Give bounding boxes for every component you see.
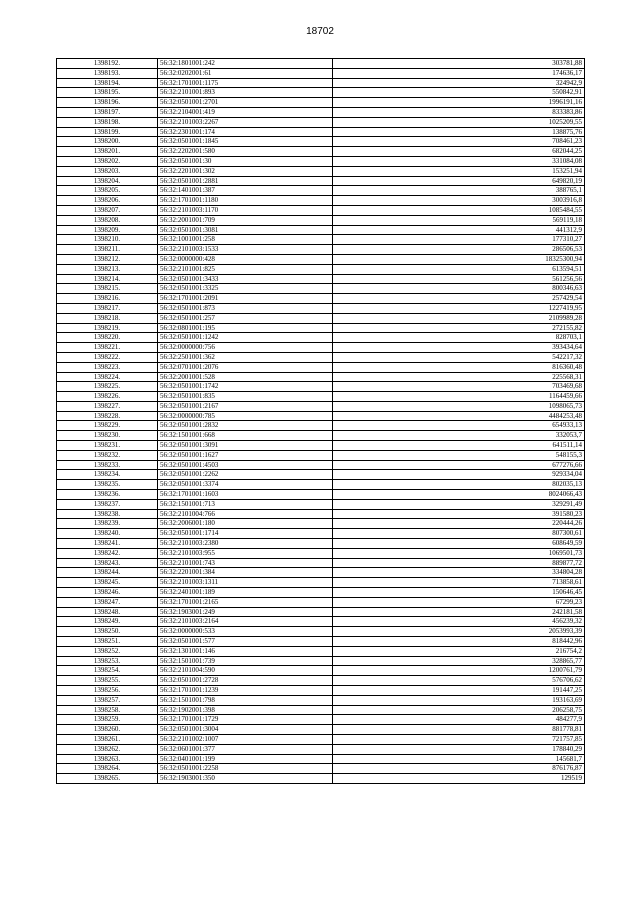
table-row (57, 196, 585, 206)
cadastral-number-cell: 56:32:1701001:2091 (158, 294, 333, 304)
row-number-cell: 1398234. (57, 470, 158, 480)
row-number-cell: 1398227. (57, 401, 158, 411)
cadastral-number-cell: 56:32:2101003:2380 (158, 539, 333, 549)
table-row (57, 225, 585, 235)
table-row (57, 568, 585, 578)
table-row (57, 686, 585, 696)
page-number: 18702 (306, 26, 334, 37)
value-cell: 881778,81 (333, 725, 585, 735)
table-row (57, 450, 585, 460)
value-cell: 703469,68 (333, 382, 585, 392)
value-cell: 677276,66 (333, 460, 585, 470)
value-cell: 67299,23 (333, 597, 585, 607)
table-row (57, 597, 585, 607)
table-row (57, 127, 585, 137)
cadastral-number-cell: 56:32:1501001:739 (158, 656, 333, 666)
row-number-cell: 1398240. (57, 529, 158, 539)
table-row (57, 764, 585, 774)
row-number-cell: 1398197. (57, 107, 158, 117)
table-row (57, 264, 585, 274)
value-cell: 153251,94 (333, 166, 585, 176)
value-cell: 929334,04 (333, 470, 585, 480)
table-row (57, 646, 585, 656)
table-row (57, 147, 585, 157)
table-row (57, 676, 585, 686)
value-cell: 721757,85 (333, 734, 585, 744)
table-row (57, 362, 585, 372)
value-cell: 550842,91 (333, 88, 585, 98)
row-number-cell: 1398250. (57, 627, 158, 637)
row-number-cell: 1398204. (57, 176, 158, 186)
table-row (57, 245, 585, 255)
row-number-cell: 1398254. (57, 666, 158, 676)
row-number-cell: 1398253. (57, 656, 158, 666)
table-row (57, 666, 585, 676)
table-row (57, 539, 585, 549)
value-cell: 818442,96 (333, 637, 585, 647)
table-row (57, 588, 585, 598)
value-cell: 332053,7 (333, 431, 585, 441)
row-number-cell: 1398242. (57, 548, 158, 558)
value-cell: 1200761,79 (333, 666, 585, 676)
value-cell: 242181,58 (333, 607, 585, 617)
table-row (57, 205, 585, 215)
cadastral-number-cell: 56:32:0501001:577 (158, 637, 333, 647)
table-row (57, 744, 585, 754)
table-row (57, 509, 585, 519)
table-row (57, 235, 585, 245)
row-number-cell: 1398238. (57, 509, 158, 519)
row-number-cell: 1398208. (57, 215, 158, 225)
row-number-cell: 1398212. (57, 254, 158, 264)
value-cell: 3003916,8 (333, 196, 585, 206)
value-cell: 2053993,39 (333, 627, 585, 637)
cadastral-number-cell: 56:32:1501001:668 (158, 431, 333, 441)
table-row (57, 274, 585, 284)
cadastral-number-cell: 56:32:0501001:3091 (158, 441, 333, 451)
value-cell: 193163,69 (333, 695, 585, 705)
value-cell: 393434,64 (333, 343, 585, 353)
cadastral-number-cell: 56:32:1701001:1729 (158, 715, 333, 725)
cadastral-number-cell: 56:32:0601001:377 (158, 744, 333, 754)
value-cell: 225568,31 (333, 372, 585, 382)
cadastral-number-cell: 56:32:2201001:302 (158, 166, 333, 176)
cadastral-number-cell: 56:32:1701001:1239 (158, 686, 333, 696)
cadastral-number-cell: 56:32:0501001:2832 (158, 421, 333, 431)
cadastral-number-cell: 56:32:2101002:1007 (158, 734, 333, 744)
cadastral-number-cell: 56:32:0501001:1742 (158, 382, 333, 392)
table-row (57, 107, 585, 117)
cadastral-number-cell: 56:32:0501001:1845 (158, 137, 333, 147)
row-number-cell: 1398239. (57, 519, 158, 529)
row-number-cell: 1398201. (57, 147, 158, 157)
value-cell: 569119,18 (333, 215, 585, 225)
row-number-cell: 1398200. (57, 137, 158, 147)
row-number-cell: 1398255. (57, 676, 158, 686)
row-number-cell: 1398237. (57, 499, 158, 509)
table-row (57, 627, 585, 637)
value-cell: 220444,26 (333, 519, 585, 529)
value-cell: 828703,1 (333, 333, 585, 343)
table-row (57, 695, 585, 705)
table-row (57, 558, 585, 568)
value-cell: 649820,19 (333, 176, 585, 186)
value-cell: 138875,76 (333, 127, 585, 137)
value-cell: 608649,59 (333, 539, 585, 549)
row-number-cell: 1398233. (57, 460, 158, 470)
table-row (57, 78, 585, 88)
row-number-cell: 1398219. (57, 323, 158, 333)
table-row (57, 352, 585, 362)
value-cell: 1227419,95 (333, 303, 585, 313)
row-number-cell: 1398246. (57, 588, 158, 598)
cadastral-number-cell: 56:32:2101004:590 (158, 666, 333, 676)
value-cell: 816360,48 (333, 362, 585, 372)
row-number-cell: 1398229. (57, 421, 158, 431)
cadastral-number-cell: 56:32:2101003:2164 (158, 617, 333, 627)
table-row (57, 98, 585, 108)
table-row (57, 470, 585, 480)
value-cell: 257429,54 (333, 294, 585, 304)
table-row (57, 725, 585, 735)
cadastral-number-cell: 56:32:1701001:2165 (158, 597, 333, 607)
value-cell: 1164459,66 (333, 392, 585, 402)
cadastral-number-cell: 56:32:2401001:189 (158, 588, 333, 598)
cadastral-number-cell: 56:32:1903001:249 (158, 607, 333, 617)
value-cell: 1098065,73 (333, 401, 585, 411)
row-number-cell: 1398264. (57, 764, 158, 774)
value-cell: 1025209,55 (333, 117, 585, 127)
value-cell: 286506,53 (333, 245, 585, 255)
value-cell: 548155,3 (333, 450, 585, 460)
value-cell: 576706,62 (333, 676, 585, 686)
table-row (57, 734, 585, 744)
value-cell: 334804,28 (333, 568, 585, 578)
table-row (57, 754, 585, 764)
cadastral-number-cell: 56:32:2101003:1170 (158, 205, 333, 215)
cadastral-number-cell: 56:32:0501001:3374 (158, 480, 333, 490)
value-cell: 542217,32 (333, 352, 585, 362)
row-number-cell: 1398230. (57, 431, 158, 441)
row-number-cell: 1398216. (57, 294, 158, 304)
value-cell: 388765,1 (333, 186, 585, 196)
value-cell: 328865,77 (333, 656, 585, 666)
value-cell: 561256,56 (333, 274, 585, 284)
table-row (57, 313, 585, 323)
value-cell: 654933,13 (333, 421, 585, 431)
value-cell: 1069501,73 (333, 548, 585, 558)
cadastral-number-cell: 56:32:1501001:798 (158, 695, 333, 705)
value-cell: 800346,63 (333, 284, 585, 294)
cadastral-number-cell: 56:32:1701001:1603 (158, 490, 333, 500)
value-cell: 682044,25 (333, 147, 585, 157)
row-number-cell: 1398224. (57, 372, 158, 382)
cadastral-number-cell: 56:32:0501001:2167 (158, 401, 333, 411)
row-number-cell: 1398232. (57, 450, 158, 460)
row-number-cell: 1398257. (57, 695, 158, 705)
cadastral-number-cell: 56:32:0501001:4503 (158, 460, 333, 470)
cadastral-number-cell: 56:32:2006001:180 (158, 519, 333, 529)
row-number-cell: 1398207. (57, 205, 158, 215)
table-row (57, 372, 585, 382)
row-number-cell: 1398251. (57, 637, 158, 647)
value-cell: 178840,29 (333, 744, 585, 754)
row-number-cell: 1398247. (57, 597, 158, 607)
row-number-cell: 1398195. (57, 88, 158, 98)
value-cell: 177310,27 (333, 235, 585, 245)
row-number-cell: 1398205. (57, 186, 158, 196)
row-number-cell: 1398258. (57, 705, 158, 715)
row-number-cell: 1398202. (57, 156, 158, 166)
value-cell: 802035,13 (333, 480, 585, 490)
row-number-cell: 1398256. (57, 686, 158, 696)
row-number-cell: 1398211. (57, 245, 158, 255)
cadastral-number-cell: 56:32:2201001:384 (158, 568, 333, 578)
row-number-cell: 1398235. (57, 480, 158, 490)
row-number-cell: 1398262. (57, 744, 158, 754)
row-number-cell: 1398252. (57, 646, 158, 656)
cadastral-number-cell: 56:32:2101001:893 (158, 88, 333, 98)
cadastral-number-cell: 56:32:2301001:174 (158, 127, 333, 137)
cadastral-number-cell: 56:32:1701001:1180 (158, 196, 333, 206)
table-row (57, 176, 585, 186)
table-row (57, 519, 585, 529)
table-row (57, 617, 585, 627)
value-cell: 391580,23 (333, 509, 585, 519)
value-cell: 876176,87 (333, 764, 585, 774)
value-cell: 1085484,55 (333, 205, 585, 215)
row-number-cell: 1398209. (57, 225, 158, 235)
value-cell: 441312,9 (333, 225, 585, 235)
row-number-cell: 1398196. (57, 98, 158, 108)
row-number-cell: 1398214. (57, 274, 158, 284)
row-number-cell: 1398260. (57, 725, 158, 735)
value-cell: 889877,72 (333, 558, 585, 568)
row-number-cell: 1398213. (57, 264, 158, 274)
cadastral-number-cell: 56:32:0701001:2076 (158, 362, 333, 372)
value-cell: 641511,14 (333, 441, 585, 451)
row-number-cell: 1398259. (57, 715, 158, 725)
table-row (57, 392, 585, 402)
value-cell: 329291,49 (333, 499, 585, 509)
table-row (57, 490, 585, 500)
table-row (57, 294, 585, 304)
table-row (57, 578, 585, 588)
value-cell: 18325300,94 (333, 254, 585, 264)
cadastral-number-cell: 56:32:0202001:61 (158, 68, 333, 78)
row-number-cell: 1398241. (57, 539, 158, 549)
cadastral-number-cell: 56:32:1902001:398 (158, 705, 333, 715)
cadastral-number-cell: 56:32:1903001:350 (158, 774, 333, 784)
cadastral-number-cell: 56:32:2104001:419 (158, 107, 333, 117)
cadastral-number-cell: 56:32:0000000:756 (158, 343, 333, 353)
table-row (57, 411, 585, 421)
cadastral-number-cell: 56:32:0501001:1627 (158, 450, 333, 460)
table-row (57, 774, 585, 784)
cadastral-number-cell: 56:32:0501001:2728 (158, 676, 333, 686)
registry-table (56, 58, 585, 784)
table-row (57, 607, 585, 617)
cadastral-number-cell: 56:32:1501001:713 (158, 499, 333, 509)
cadastral-number-cell: 56:32:0501001:2701 (158, 98, 333, 108)
value-cell: 2109989,28 (333, 313, 585, 323)
table-row (57, 166, 585, 176)
cadastral-number-cell: 56:32:2101003:2267 (158, 117, 333, 127)
row-number-cell: 1398218. (57, 313, 158, 323)
cadastral-number-cell: 56:32:0501001:1714 (158, 529, 333, 539)
table-row (57, 215, 585, 225)
cadastral-number-cell: 56:32:2101001:743 (158, 558, 333, 568)
value-cell: 206258,75 (333, 705, 585, 715)
table-row (57, 421, 585, 431)
table-row (57, 186, 585, 196)
table-row (57, 460, 585, 470)
table-row (57, 343, 585, 353)
table-row (57, 441, 585, 451)
table-row (57, 715, 585, 725)
table-row (57, 480, 585, 490)
cadastral-number-cell: 56:32:1701001:1175 (158, 78, 333, 88)
cadastral-number-cell: 56:32:0501001:2262 (158, 470, 333, 480)
cadastral-number-cell: 56:32:0501001:1242 (158, 333, 333, 343)
cadastral-number-cell: 56:32:1001001:258 (158, 235, 333, 245)
row-number-cell: 1398206. (57, 196, 158, 206)
row-number-cell: 1398221. (57, 343, 158, 353)
row-number-cell: 1398223. (57, 362, 158, 372)
value-cell: 807300,61 (333, 529, 585, 539)
table-row (57, 117, 585, 127)
table-row (57, 323, 585, 333)
table-row (57, 401, 585, 411)
cadastral-number-cell: 56:32:2202001:580 (158, 147, 333, 157)
table-row (57, 548, 585, 558)
cadastral-number-cell: 56:32:2101004:766 (158, 509, 333, 519)
table-row (57, 59, 585, 69)
cadastral-number-cell: 56:32:0501001:3433 (158, 274, 333, 284)
cadastral-number-cell: 56:32:1801001:242 (158, 59, 333, 69)
cadastral-number-cell: 56:32:0801001:195 (158, 323, 333, 333)
row-number-cell: 1398244. (57, 568, 158, 578)
registry-table-body (57, 59, 585, 784)
row-number-cell: 1398194. (57, 78, 158, 88)
row-number-cell: 1398222. (57, 352, 158, 362)
value-cell: 331084,08 (333, 156, 585, 166)
table-row (57, 284, 585, 294)
cadastral-number-cell: 56:32:0501001:873 (158, 303, 333, 313)
value-cell: 191447,25 (333, 686, 585, 696)
cadastral-number-cell: 56:32:0000000:533 (158, 627, 333, 637)
cadastral-number-cell: 56:32:0000000:785 (158, 411, 333, 421)
row-number-cell: 1398248. (57, 607, 158, 617)
value-cell: 713858,61 (333, 578, 585, 588)
cadastral-number-cell: 56:32:0501001:3004 (158, 725, 333, 735)
row-number-cell: 1398263. (57, 754, 158, 764)
table-row (57, 499, 585, 509)
value-cell: 324942,9 (333, 78, 585, 88)
cadastral-number-cell: 56:32:2101003:955 (158, 548, 333, 558)
cadastral-number-cell: 56:32:2101003:1533 (158, 245, 333, 255)
table-row (57, 529, 585, 539)
row-number-cell: 1398231. (57, 441, 158, 451)
table-row (57, 656, 585, 666)
value-cell: 150646,45 (333, 588, 585, 598)
cadastral-number-cell: 56:32:1401001:387 (158, 186, 333, 196)
row-number-cell: 1398236. (57, 490, 158, 500)
cadastral-number-cell: 56:32:2501001:362 (158, 352, 333, 362)
row-number-cell: 1398225. (57, 382, 158, 392)
table-row (57, 137, 585, 147)
table-row (57, 382, 585, 392)
value-cell: 145681,7 (333, 754, 585, 764)
value-cell: 484277,9 (333, 715, 585, 725)
row-number-cell: 1398245. (57, 578, 158, 588)
value-cell: 4484253,48 (333, 411, 585, 421)
value-cell: 833383,86 (333, 107, 585, 117)
cadastral-number-cell: 56:32:0501001:30 (158, 156, 333, 166)
row-number-cell: 1398210. (57, 235, 158, 245)
row-number-cell: 1398228. (57, 411, 158, 421)
cadastral-number-cell: 56:32:0000000:428 (158, 254, 333, 264)
row-number-cell: 1398265. (57, 774, 158, 784)
row-number-cell: 1398215. (57, 284, 158, 294)
table-row (57, 431, 585, 441)
row-number-cell: 1398220. (57, 333, 158, 343)
table-row (57, 333, 585, 343)
cadastral-number-cell: 56:32:2101001:825 (158, 264, 333, 274)
table-row (57, 68, 585, 78)
row-number-cell: 1398249. (57, 617, 158, 627)
row-number-cell: 1398203. (57, 166, 158, 176)
row-number-cell: 1398198. (57, 117, 158, 127)
value-cell: 272155,82 (333, 323, 585, 333)
cadastral-number-cell: 56:32:0501001:2258 (158, 764, 333, 774)
value-cell: 8024066,43 (333, 490, 585, 500)
cadastral-number-cell: 56:32:0401001:199 (158, 754, 333, 764)
row-number-cell: 1398226. (57, 392, 158, 402)
table-row (57, 637, 585, 647)
table-row (57, 303, 585, 313)
cadastral-number-cell: 56:32:0501001:835 (158, 392, 333, 402)
value-cell: 216754,2 (333, 646, 585, 656)
cadastral-number-cell: 56:32:2001001:528 (158, 372, 333, 382)
table-row (57, 254, 585, 264)
table-row (57, 156, 585, 166)
row-number-cell: 1398199. (57, 127, 158, 137)
row-number-cell: 1398217. (57, 303, 158, 313)
table-row (57, 705, 585, 715)
cadastral-number-cell: 56:32:0501001:3325 (158, 284, 333, 294)
value-cell: 1996191,16 (333, 98, 585, 108)
value-cell: 174636,17 (333, 68, 585, 78)
value-cell: 708461,23 (333, 137, 585, 147)
table-row (57, 88, 585, 98)
cadastral-number-cell: 56:32:0501001:2881 (158, 176, 333, 186)
value-cell: 456239,32 (333, 617, 585, 627)
value-cell: 613594,51 (333, 264, 585, 274)
cadastral-number-cell: 56:32:0501001:257 (158, 313, 333, 323)
value-cell: 129519 (333, 774, 585, 784)
row-number-cell: 1398261. (57, 734, 158, 744)
row-number-cell: 1398243. (57, 558, 158, 568)
cadastral-number-cell: 56:32:1301001:146 (158, 646, 333, 656)
row-number-cell: 1398193. (57, 68, 158, 78)
cadastral-number-cell: 56:32:2001001:709 (158, 215, 333, 225)
cadastral-number-cell: 56:32:0501001:3081 (158, 225, 333, 235)
cadastral-number-cell: 56:32:2101003:1311 (158, 578, 333, 588)
value-cell: 303781,88 (333, 59, 585, 69)
row-number-cell: 1398192. (57, 59, 158, 69)
